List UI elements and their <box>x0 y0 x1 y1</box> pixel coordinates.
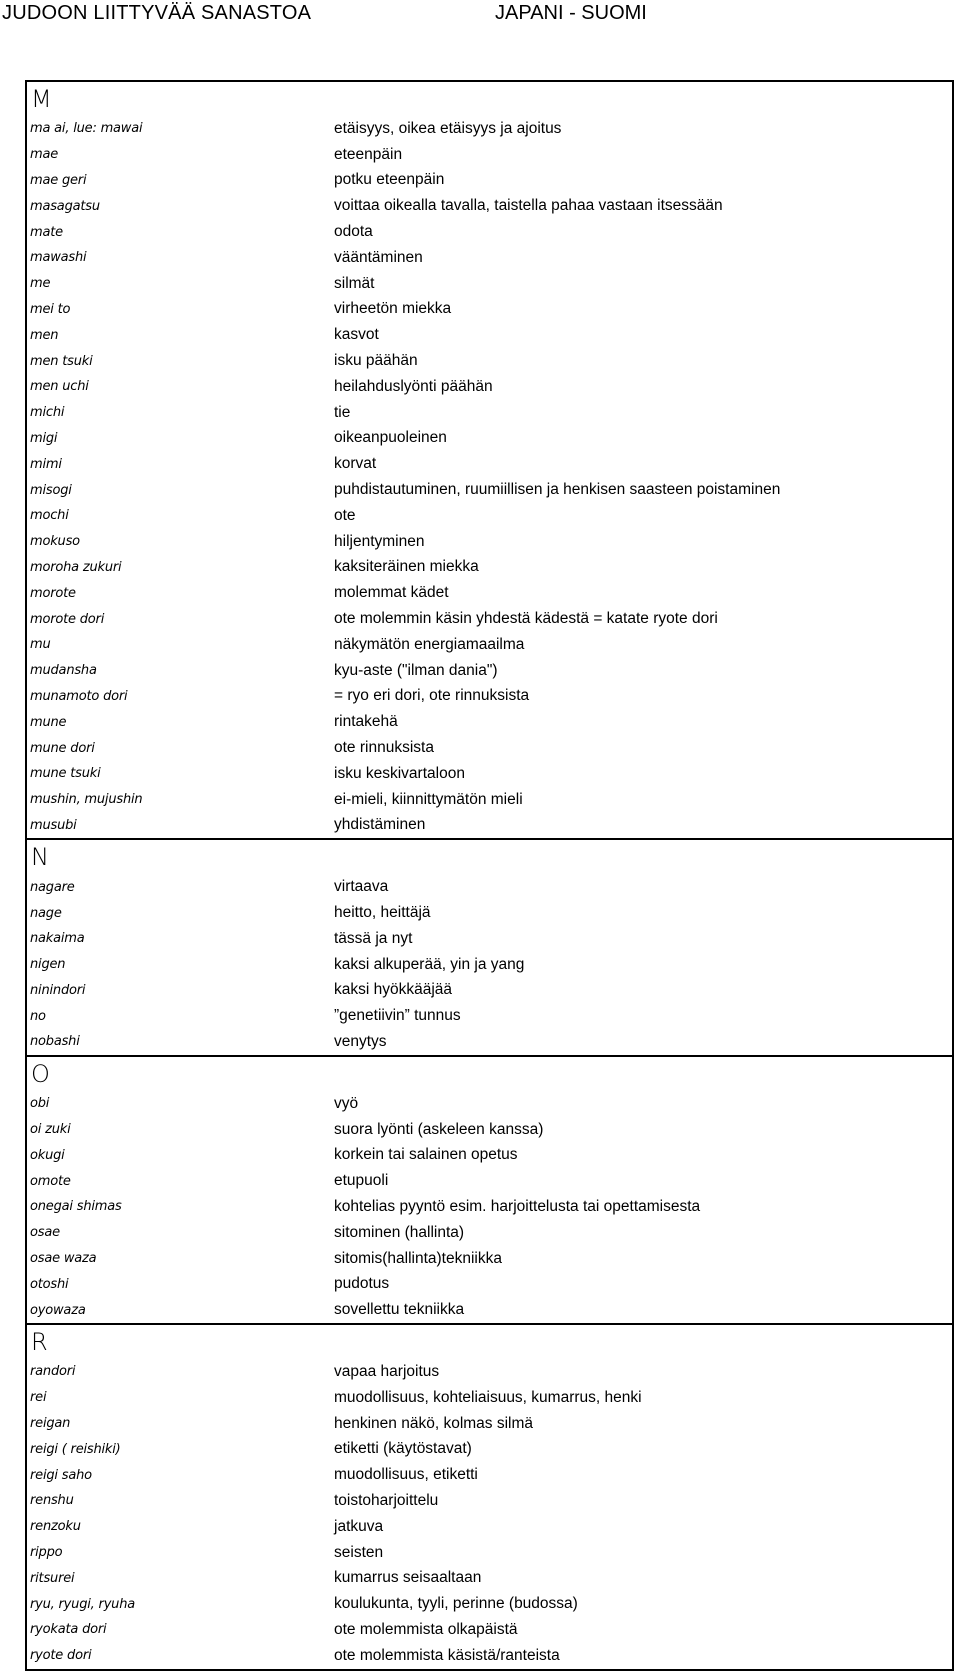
glossary-row <box>27 219 952 245</box>
japanese-term: otoshi <box>30 1276 69 1292</box>
japanese-term: moroha zukuri <box>30 559 122 575</box>
finnish-definition: ”genetiivin” tunnus <box>334 1007 461 1025</box>
glossary-row <box>27 606 952 632</box>
finnish-definition: hiljentyminen <box>334 532 425 550</box>
japanese-term: men uchi <box>30 379 89 395</box>
glossary-row <box>27 632 952 658</box>
finnish-definition: tie <box>334 403 351 421</box>
finnish-definition: venytys <box>334 1032 387 1050</box>
finnish-definition: vyö <box>334 1094 359 1112</box>
finnish-definition: toistoharjoittelu <box>334 1491 439 1509</box>
japanese-term: mimi <box>30 456 62 472</box>
finnish-definition: virtaava <box>334 878 389 896</box>
finnish-definition: korvat <box>334 455 377 473</box>
glossary-row <box>27 1142 952 1168</box>
japanese-term: mudansha <box>30 663 97 679</box>
japanese-term: men <box>30 327 59 343</box>
japanese-term: morote <box>30 585 76 601</box>
japanese-term: musubi <box>30 817 77 833</box>
glossary-row <box>27 926 952 952</box>
glossary-section <box>27 1325 952 1669</box>
japanese-term: rei <box>30 1390 47 1406</box>
finnish-definition: kaksi alkuperää, yin ja yang <box>334 955 525 973</box>
japanese-term: migi <box>30 430 58 446</box>
glossary-row <box>27 555 952 581</box>
glossary-row <box>27 1462 952 1488</box>
japanese-term: okugi <box>30 1147 65 1163</box>
japanese-term: ryokata dori <box>30 1622 107 1638</box>
japanese-term: oyowaza <box>30 1302 86 1318</box>
finnish-definition: rintakehä <box>334 713 398 731</box>
glossary-row <box>27 1643 952 1669</box>
glossary-row <box>27 503 952 529</box>
glossary-row <box>27 374 952 400</box>
finnish-definition: sitomis(hallinta)tekniikka <box>334 1249 502 1267</box>
finnish-definition: heitto, heittäjä <box>334 904 431 921</box>
glossary-row <box>27 1411 952 1437</box>
glossary-row <box>27 1540 952 1566</box>
glossary-row <box>27 1436 952 1462</box>
finnish-definition: sitominen (hallinta) <box>334 1223 465 1241</box>
japanese-term: mae <box>30 147 59 163</box>
glossary-row <box>27 761 952 787</box>
glossary-row <box>27 1617 952 1643</box>
japanese-term: me <box>30 276 51 292</box>
glossary-row <box>27 1359 952 1385</box>
finnish-definition: ote rinnuksista <box>334 739 434 757</box>
finnish-definition: eteenpäin <box>334 145 403 163</box>
glossary-row <box>27 684 952 710</box>
glossary-row <box>27 142 952 168</box>
finnish-definition: ei-mieli, kiinnittymätön mieli <box>334 790 523 808</box>
glossary-row <box>27 1246 952 1272</box>
japanese-term: reigi saho <box>30 1467 92 1483</box>
japanese-term: oi zuki <box>30 1122 71 1138</box>
japanese-term: ryote dori <box>30 1648 92 1664</box>
glossary-row <box>27 193 952 219</box>
japanese-term: ritsurei <box>30 1570 75 1586</box>
finnish-definition: ote molemmin käsin yhdestä kädestä = katate ryote dori <box>334 610 718 628</box>
glossary-row <box>27 1194 952 1220</box>
glossary-row <box>27 709 952 735</box>
glossary-row <box>27 978 952 1004</box>
glossary-row <box>27 1271 952 1297</box>
glossary-row <box>27 451 952 477</box>
finnish-definition: heilahduslyönti päähän <box>334 377 493 395</box>
japanese-term: obi <box>30 1096 50 1112</box>
glossary-row <box>27 874 952 900</box>
japanese-term: michi <box>30 405 65 421</box>
finnish-definition: voittaa oikealla tavalla, taistella pahaa vastaan itsessään <box>334 197 723 215</box>
finnish-definition: pudotus <box>334 1275 390 1293</box>
glossary-row <box>27 1091 952 1117</box>
japanese-term: renzoku <box>30 1519 81 1535</box>
glossary-row <box>27 348 952 374</box>
japanese-term: nigen <box>30 957 66 973</box>
finnish-definition: isku päähän <box>334 352 418 370</box>
glossary-row <box>27 297 952 323</box>
glossary-section <box>27 82 952 840</box>
japanese-term: ma ai, lue: mawai <box>30 121 143 137</box>
glossary-row <box>27 1385 952 1411</box>
glossary-row <box>27 1117 952 1143</box>
japanese-term: mu <box>30 637 51 653</box>
glossary-row <box>27 813 952 839</box>
finnish-definition: jatkuva <box>334 1517 384 1535</box>
finnish-definition: oikeanpuoleinen <box>334 429 447 447</box>
japanese-term: mei to <box>30 301 71 317</box>
finnish-definition: potku eteenpäin <box>334 171 445 189</box>
glossary-row <box>27 1003 952 1029</box>
japanese-term: rippo <box>30 1545 63 1561</box>
section-letter: R <box>31 1328 48 1357</box>
page-header <box>0 0 960 30</box>
japanese-term: men tsuki <box>30 353 93 369</box>
glossary-row <box>27 1220 952 1246</box>
japanese-term: nakaima <box>30 931 85 947</box>
finnish-definition: kumarrus seisaaltaan <box>334 1569 482 1587</box>
finnish-definition: etupuoli <box>334 1172 389 1190</box>
header-title: JUDOON LIITTYVÄÄ SANASTOA <box>2 2 312 24</box>
finnish-definition: etiketti (käytöstavat) <box>334 1440 472 1458</box>
japanese-term: mushin, mujushin <box>30 792 143 808</box>
glossary-row <box>27 400 952 426</box>
glossary-row <box>27 1168 952 1194</box>
japanese-term: mokuso <box>30 534 80 550</box>
finnish-definition: suora lyönti (askeleen kanssa) <box>334 1120 544 1138</box>
header-language-pair: JAPANI - SUOMI <box>495 2 647 24</box>
japanese-term: masagatsu <box>30 198 100 214</box>
japanese-term: ryu, ryugi, ryuha <box>30 1596 136 1612</box>
japanese-term: morote dori <box>30 611 105 627</box>
glossary-row <box>27 1591 952 1617</box>
glossary-row <box>27 658 952 684</box>
finnish-definition: kyu-aste ("ilman dania") <box>334 661 498 679</box>
finnish-definition: henkinen näkö, kolmas silmä <box>334 1414 534 1432</box>
glossary-row <box>27 1565 952 1591</box>
glossary-row <box>27 735 952 761</box>
glossary-row <box>27 426 952 452</box>
japanese-term: renshu <box>30 1493 74 1509</box>
finnish-definition: = ryo eri dori, ote rinnuksista <box>334 687 530 705</box>
finnish-definition: näkymätön energiamaailma <box>334 635 525 653</box>
finnish-definition: ote <box>334 506 356 524</box>
glossary-row <box>27 271 952 297</box>
glossary-row <box>27 1029 952 1055</box>
finnish-definition: vapaa harjoitus <box>334 1362 440 1380</box>
glossary-row <box>27 900 952 926</box>
glossary-row <box>27 1488 952 1514</box>
japanese-term: reigan <box>30 1416 71 1432</box>
japanese-term: onegai shimas <box>30 1199 122 1215</box>
finnish-definition: molemmat kädet <box>334 584 449 602</box>
japanese-term: osae <box>30 1225 60 1241</box>
japanese-term: nage <box>30 905 62 921</box>
japanese-term: randori <box>30 1364 76 1380</box>
japanese-term: mune <box>30 714 67 730</box>
section-letter: M <box>31 85 52 113</box>
glossary-row <box>27 168 952 194</box>
finnish-definition: muodollisuus, kohteliaisuus, kumarrus, henki <box>334 1388 642 1406</box>
glossary-row <box>27 322 952 348</box>
japanese-term: mate <box>30 224 63 240</box>
finnish-definition: muodollisuus, etiketti <box>334 1466 478 1484</box>
glossary-row <box>27 952 952 978</box>
japanese-term: misogi <box>30 482 72 498</box>
finnish-definition: vääntäminen <box>334 248 423 266</box>
glossary-section <box>27 1057 952 1325</box>
japanese-term: omote <box>30 1173 71 1189</box>
japanese-term: ninindori <box>30 982 86 998</box>
glossary-table <box>25 80 954 1671</box>
glossary-row <box>27 245 952 271</box>
section-letter: N <box>31 843 49 872</box>
finnish-definition: puhdistautuminen, ruumiillisen ja henkisen saasteen poistaminen <box>334 481 781 499</box>
japanese-term: munamoto dori <box>30 688 128 704</box>
japanese-term: mochi <box>30 508 69 524</box>
finnish-definition: isku keskivartaloon <box>334 764 465 782</box>
finnish-definition: korkein tai salainen opetus <box>334 1146 518 1164</box>
finnish-definition: kaksiteräinen miekka <box>334 558 479 576</box>
finnish-definition: tässä ja nyt <box>334 929 413 947</box>
finnish-definition: sovellettu tekniikka <box>334 1301 465 1319</box>
japanese-term: no <box>30 1008 46 1024</box>
japanese-term: reigi ( reishiki) <box>30 1441 121 1457</box>
glossary-row <box>27 1297 952 1323</box>
glossary-row <box>27 580 952 606</box>
finnish-definition: kaksi hyökkääjää <box>334 981 453 999</box>
japanese-term: mune tsuki <box>30 766 101 782</box>
section-letter: O <box>31 1059 50 1088</box>
glossary-row <box>27 477 952 503</box>
glossary-row <box>27 116 952 142</box>
finnish-definition: odota <box>334 223 373 241</box>
japanese-term: osae waza <box>30 1251 97 1267</box>
glossary-row <box>27 787 952 813</box>
japanese-term: mawashi <box>30 250 87 266</box>
finnish-definition: etäisyys, oikea etäisyys ja ajoitus <box>334 119 562 137</box>
japanese-term: nagare <box>30 879 75 895</box>
finnish-definition: yhdistäminen <box>334 816 426 834</box>
finnish-definition: kasvot <box>334 326 379 344</box>
finnish-definition: silmät <box>334 274 375 292</box>
japanese-term: mae geri <box>30 172 87 188</box>
finnish-definition: virheetön miekka <box>334 300 452 318</box>
finnish-definition: kohtelias pyyntö esim. harjoittelusta tai opettamisesta <box>334 1197 701 1215</box>
finnish-definition: ote molemmista käsistä/ranteista <box>334 1646 560 1664</box>
glossary-row <box>27 529 952 555</box>
japanese-term: mune dori <box>30 740 95 756</box>
finnish-definition: ote molemmista olkapäistä <box>334 1620 518 1638</box>
finnish-definition: koulukunta, tyyli, perinne (budossa) <box>334 1595 578 1613</box>
glossary-section <box>27 840 952 1057</box>
finnish-definition: seisten <box>334 1543 384 1561</box>
glossary-row <box>27 1514 952 1540</box>
japanese-term: nobashi <box>30 1034 80 1050</box>
